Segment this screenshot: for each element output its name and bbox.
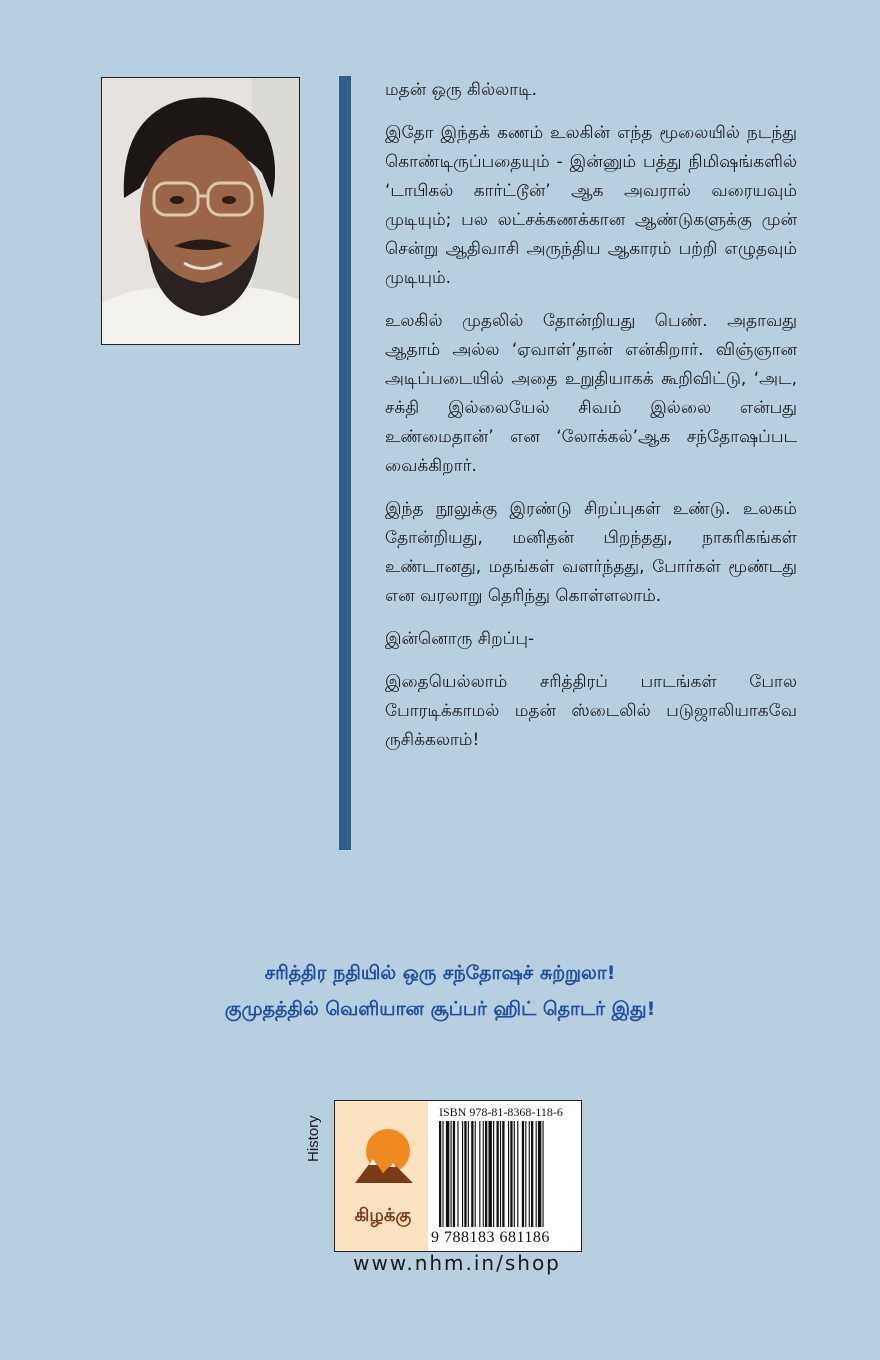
tagline-line-1: சரித்திர நதியில் ஒரு சந்தோஷச் சுற்றுலா! — [264, 962, 616, 984]
blurb-text — [385, 76, 797, 769]
barcode-bar — [514, 1121, 515, 1227]
barcode-bar — [493, 1121, 494, 1227]
tagline-line-2: குமுதத்தில் வெளியான சூப்பர் ஹிட் தொடர் இது! — [224, 998, 656, 1020]
barcode-bar — [446, 1121, 449, 1227]
barcode-bar — [485, 1121, 487, 1227]
accent-bar — [339, 76, 351, 850]
blurb-paragraph: இந்த நூலுக்கு இரண்டு சிறப்புகள் உண்டு. உலகம் தோன்றியது, மனிதன் பிறந்தது, நாகரிகங்கள் உண்டானது, மதங்கள் வளர்ந்தது, போர்கள் மூண்டது என வரலாறு தெரிந்து கொள்ளலாம். — [385, 499, 797, 606]
barcode-bar — [468, 1121, 469, 1227]
barcode-bar — [508, 1121, 509, 1227]
barcode-bar — [529, 1121, 530, 1227]
barcode-bar — [502, 1121, 504, 1227]
barcode-bar — [510, 1121, 512, 1227]
barcode-bar — [483, 1121, 484, 1227]
barcode-bar — [442, 1121, 443, 1227]
website-url: www.nhm.in/shop — [353, 1251, 561, 1275]
isbn-label: ISBN 978-81-8368-118-6 — [439, 1105, 563, 1119]
barcode-bar — [457, 1121, 458, 1227]
publisher-logo — [335, 1101, 428, 1251]
barcode-bar — [464, 1121, 466, 1227]
barcode-bar — [453, 1121, 455, 1227]
blurb-paragraph: இதோ இந்தக் கணம் உலகின் எந்த மூலையில் நடந்து கொண்டிருப்பதையும் - இன்னும் பத்து நிமிஷங்களில் ‘டாபிகல் கார்ட்டூன்’ ஆக அவரால் வரையவும் முடியும்; பல லட்சக்கணக்கான ஆண்டுகளுக்கு முன் சென்று ஆதிவாசி அருந்திய ஆகாரம் பற்றி எழுதவும் முடியும். — [385, 123, 797, 288]
blurb-paragraph: இன்னொரு சிறப்பு- — [385, 629, 535, 649]
barcode-bar — [475, 1121, 476, 1227]
barcode-bar — [531, 1121, 533, 1227]
barcode-box — [334, 1100, 582, 1252]
barcode — [439, 1121, 573, 1229]
barcode-bar — [543, 1121, 544, 1227]
author-photo — [101, 77, 300, 345]
barcode-bar — [525, 1121, 526, 1227]
barcode-bar — [451, 1121, 452, 1227]
barcode-bar — [471, 1121, 473, 1227]
barcode-bar — [488, 1121, 491, 1227]
barcode-bar — [522, 1121, 524, 1227]
barcode-bar — [536, 1121, 537, 1227]
blurb-paragraph: இதையெல்லாம் சரித்திரப் பாடங்கள் போல போரடிக்காமல் மதன் ஸ்டைலில் படுஜாலியாகவே ருசிக்கலாம்! — [385, 672, 797, 750]
barcode-bar — [462, 1121, 463, 1227]
blurb-paragraph: உலகில் முதலில் தோன்றியது பெண். அதாவது ஆதாம் அல்ல ‘ஏவாள்’தான் என்கிறார். விஞ்ஞான அடிப்படையில் அதை உறுதியாகக் கூறிவிட்டு, ‘அட, சக்தி இல்லையேல் சிவம் இல்லை என்பது உண்மைதான்’ என ‘லோக்கல்’ஆக சந்தோஷப்பட வைக்கிறார். — [385, 311, 797, 476]
barcode-bar — [538, 1121, 541, 1227]
blurb-paragraph: மதன் ஒரு கில்லாடி. — [385, 80, 538, 100]
barcode-bar — [497, 1121, 499, 1227]
publisher-logo-text: கிழக்கு — [354, 1205, 412, 1226]
barcode-bar — [439, 1121, 441, 1227]
category-label: History — [305, 1115, 322, 1162]
barcode-number: 9 788183 681186 — [431, 1229, 550, 1246]
barcode-bar — [479, 1121, 480, 1227]
barcode-bar — [500, 1121, 501, 1227]
barcode-bar — [517, 1121, 518, 1227]
